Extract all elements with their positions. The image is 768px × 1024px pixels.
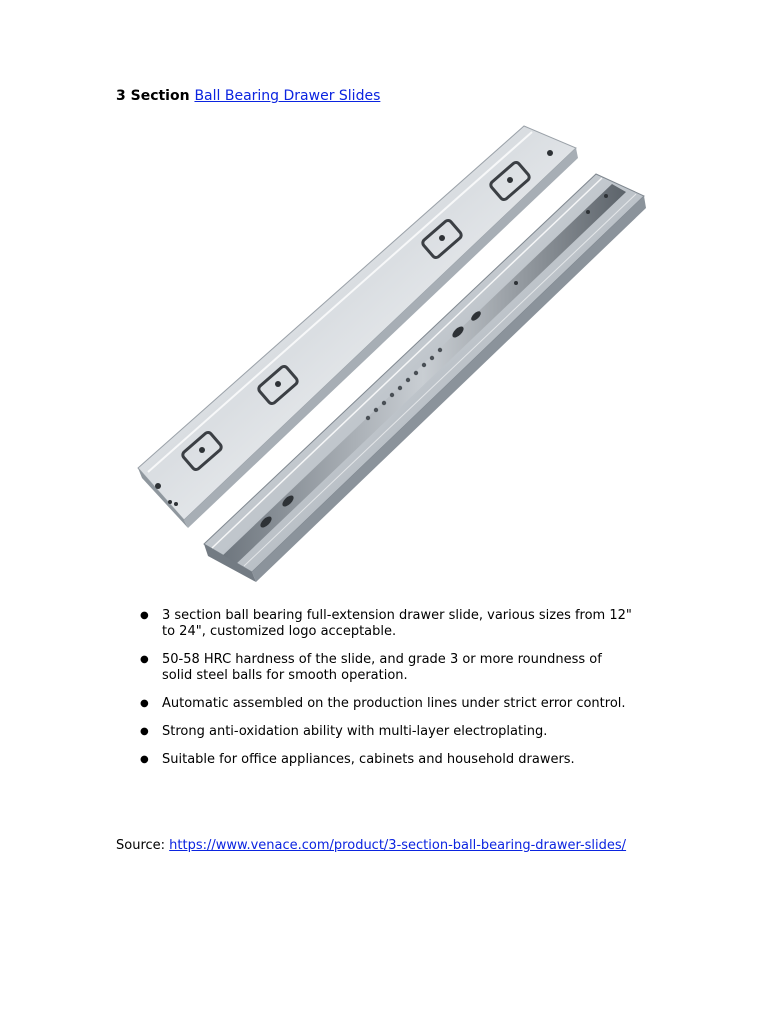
list-item bbox=[116, 696, 636, 712]
feature-text: Automatic assembled on the production lines under strict error control. bbox=[162, 696, 626, 711]
title-link[interactable]: Ball Bearing Drawer Slides bbox=[194, 88, 381, 104]
list-item bbox=[116, 724, 636, 740]
bullet-icon: ● bbox=[140, 726, 149, 737]
list-item bbox=[116, 752, 636, 768]
source-link[interactable]: https://www.venace.com/product/3-section-ball-bearing-drawer-slides/ bbox=[169, 838, 627, 853]
feature-list bbox=[116, 608, 636, 780]
list-item bbox=[116, 608, 636, 640]
feature-text: Strong anti-oxidation ability with multi-layer electroplating. bbox=[162, 724, 548, 739]
bullet-icon: ● bbox=[140, 610, 149, 621]
bullet-icon: ● bbox=[140, 698, 149, 709]
drawer-slides-image bbox=[128, 118, 648, 588]
feature-text: Suitable for office appliances, cabinets and household drawers. bbox=[162, 752, 575, 767]
source-line bbox=[116, 838, 626, 853]
page-title bbox=[116, 88, 380, 104]
list-item bbox=[116, 652, 636, 684]
title-prefix: 3 Section bbox=[116, 88, 190, 104]
bullet-icon: ● bbox=[140, 654, 149, 665]
feature-text: 50-58 HRC hardness of the slide, and grade 3 or more roundness of solid steel balls for smooth operation. bbox=[162, 652, 602, 683]
source-label: Source: bbox=[116, 838, 166, 853]
feature-text: 3 section ball bearing full-extension drawer slide, various sizes from 12" to 24", customized logo acceptable. bbox=[162, 608, 632, 639]
bullet-icon: ● bbox=[140, 754, 149, 765]
